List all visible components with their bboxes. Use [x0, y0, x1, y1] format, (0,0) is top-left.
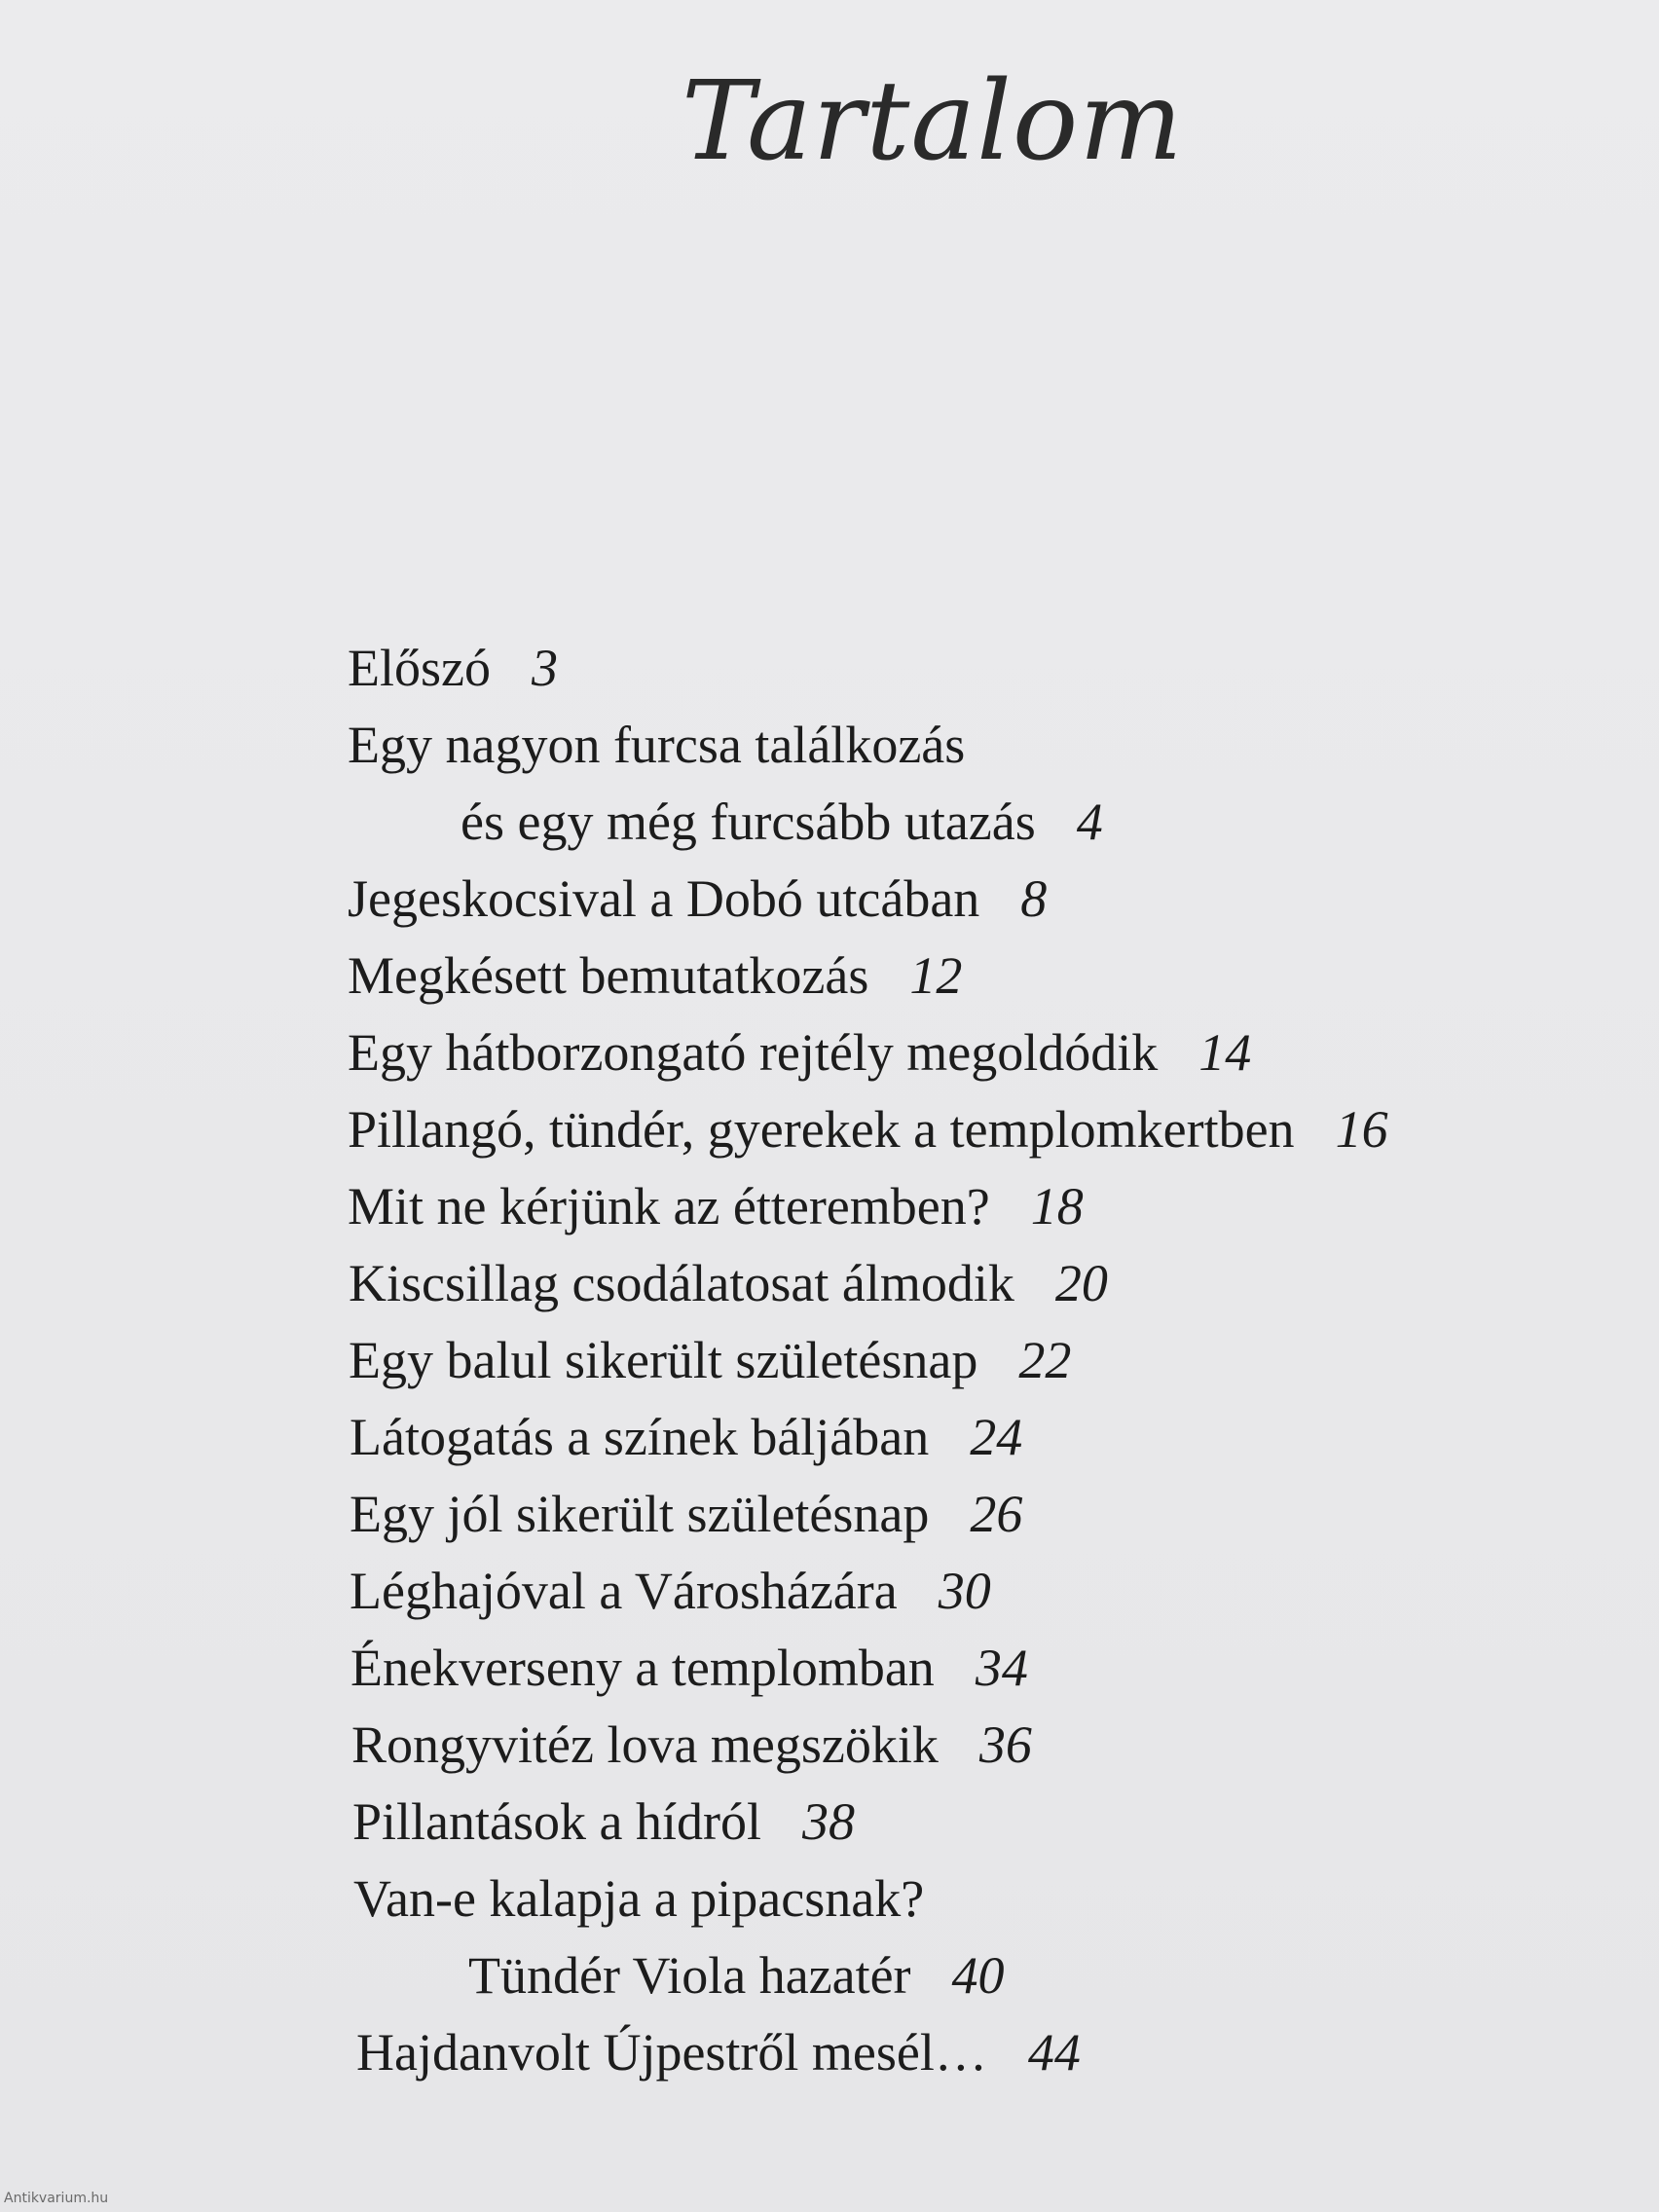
toc-entry-page: 36: [978, 1715, 1032, 1774]
toc-entry: [350, 1562, 991, 1620]
toc-entry-title: Jegeskocsival a Dobó utcában: [348, 869, 980, 928]
toc-entry-title: Mit ne kérjünk az étteremben?: [348, 1177, 990, 1235]
toc-entry-title: Egy nagyon furcsa találkozás: [348, 716, 966, 774]
toc-entry-page: 44: [1027, 2023, 1081, 2082]
toc-entry-title: Egy hátborzongató rejtély megoldódik: [348, 1023, 1159, 1082]
toc-entry-title: Tündér Viola hazatér: [468, 1946, 911, 2005]
toc-entry-page: 38: [801, 1792, 855, 1851]
toc-entry: [348, 946, 962, 1005]
toc-entry: [461, 793, 1103, 851]
toc-entry-page: 24: [970, 1408, 1023, 1466]
toc-entry-page: 34: [975, 1639, 1028, 1697]
toc-entry-page: 30: [938, 1562, 991, 1620]
watermark: Antikvarium.hu: [4, 2191, 109, 2206]
toc-entry-title: és egy még furcsább utazás: [461, 793, 1036, 851]
toc-entry-page: 40: [951, 1946, 1005, 2005]
toc-entry: [351, 1715, 1032, 1774]
toc-entry-title: Pillantások a hídról: [352, 1792, 761, 1851]
toc-entry-page: 20: [1054, 1254, 1108, 1312]
toc-entry: [468, 1946, 1005, 2005]
toc-entry-title: Látogatás a színek báljában: [350, 1408, 930, 1466]
toc-entry-title: Léghajóval a Városházára: [350, 1562, 898, 1620]
page-title: Tartalom: [682, 58, 1184, 185]
toc-entry-title: Énekverseny a templomban: [350, 1639, 935, 1697]
toc-entry: [350, 1485, 1022, 1543]
toc-entry: [348, 639, 558, 697]
toc-entry-title: Kiscsillag csodálatosat álmodik: [349, 1254, 1014, 1312]
toc-entry-page: 18: [1030, 1177, 1084, 1235]
toc-entry-page: 4: [1076, 793, 1103, 851]
toc-entry: [348, 716, 965, 774]
toc-entry-title: Pillangó, tündér, gyerekek a templomkertben: [348, 1100, 1295, 1159]
toc-entry-page: 3: [531, 639, 558, 697]
toc-entry-title: Egy balul sikerült születésnap: [349, 1331, 978, 1389]
toc-entry-title: Hajdanvolt Újpestről mesél…: [356, 2023, 987, 2082]
toc-entry: [348, 1023, 1251, 1082]
toc-entry: [350, 1408, 1022, 1466]
toc-entry: [349, 1254, 1108, 1312]
toc-entry: [349, 1331, 1071, 1389]
toc-entry-page: 26: [970, 1485, 1023, 1543]
toc-entry-title: Egy jól sikerült születésnap: [350, 1485, 930, 1543]
toc-entry-page: 16: [1335, 1100, 1388, 1159]
toc-entry: [352, 1792, 855, 1851]
toc-entry: [348, 1177, 1084, 1235]
toc-entry: [350, 1639, 1028, 1697]
toc-entry: [348, 1100, 1388, 1159]
toc-entry-page: 8: [1020, 869, 1048, 928]
toc-entry-title: Megkésett bemutatkozás: [348, 946, 869, 1005]
toc-entry-page: 14: [1198, 1023, 1252, 1082]
toc-entry-title: Előszó: [348, 639, 491, 697]
toc-entry-page: 22: [1018, 1331, 1072, 1389]
toc-entry: [348, 869, 1047, 928]
toc-entry: [356, 2023, 1081, 2082]
toc-entry-title: Van-e kalapja a pipacsnak?: [353, 1869, 925, 1928]
toc-entry: [353, 1869, 924, 1928]
toc-entry-title: Rongyvitéz lova megszökik: [351, 1715, 939, 1774]
toc-entry-page: 12: [909, 946, 963, 1005]
